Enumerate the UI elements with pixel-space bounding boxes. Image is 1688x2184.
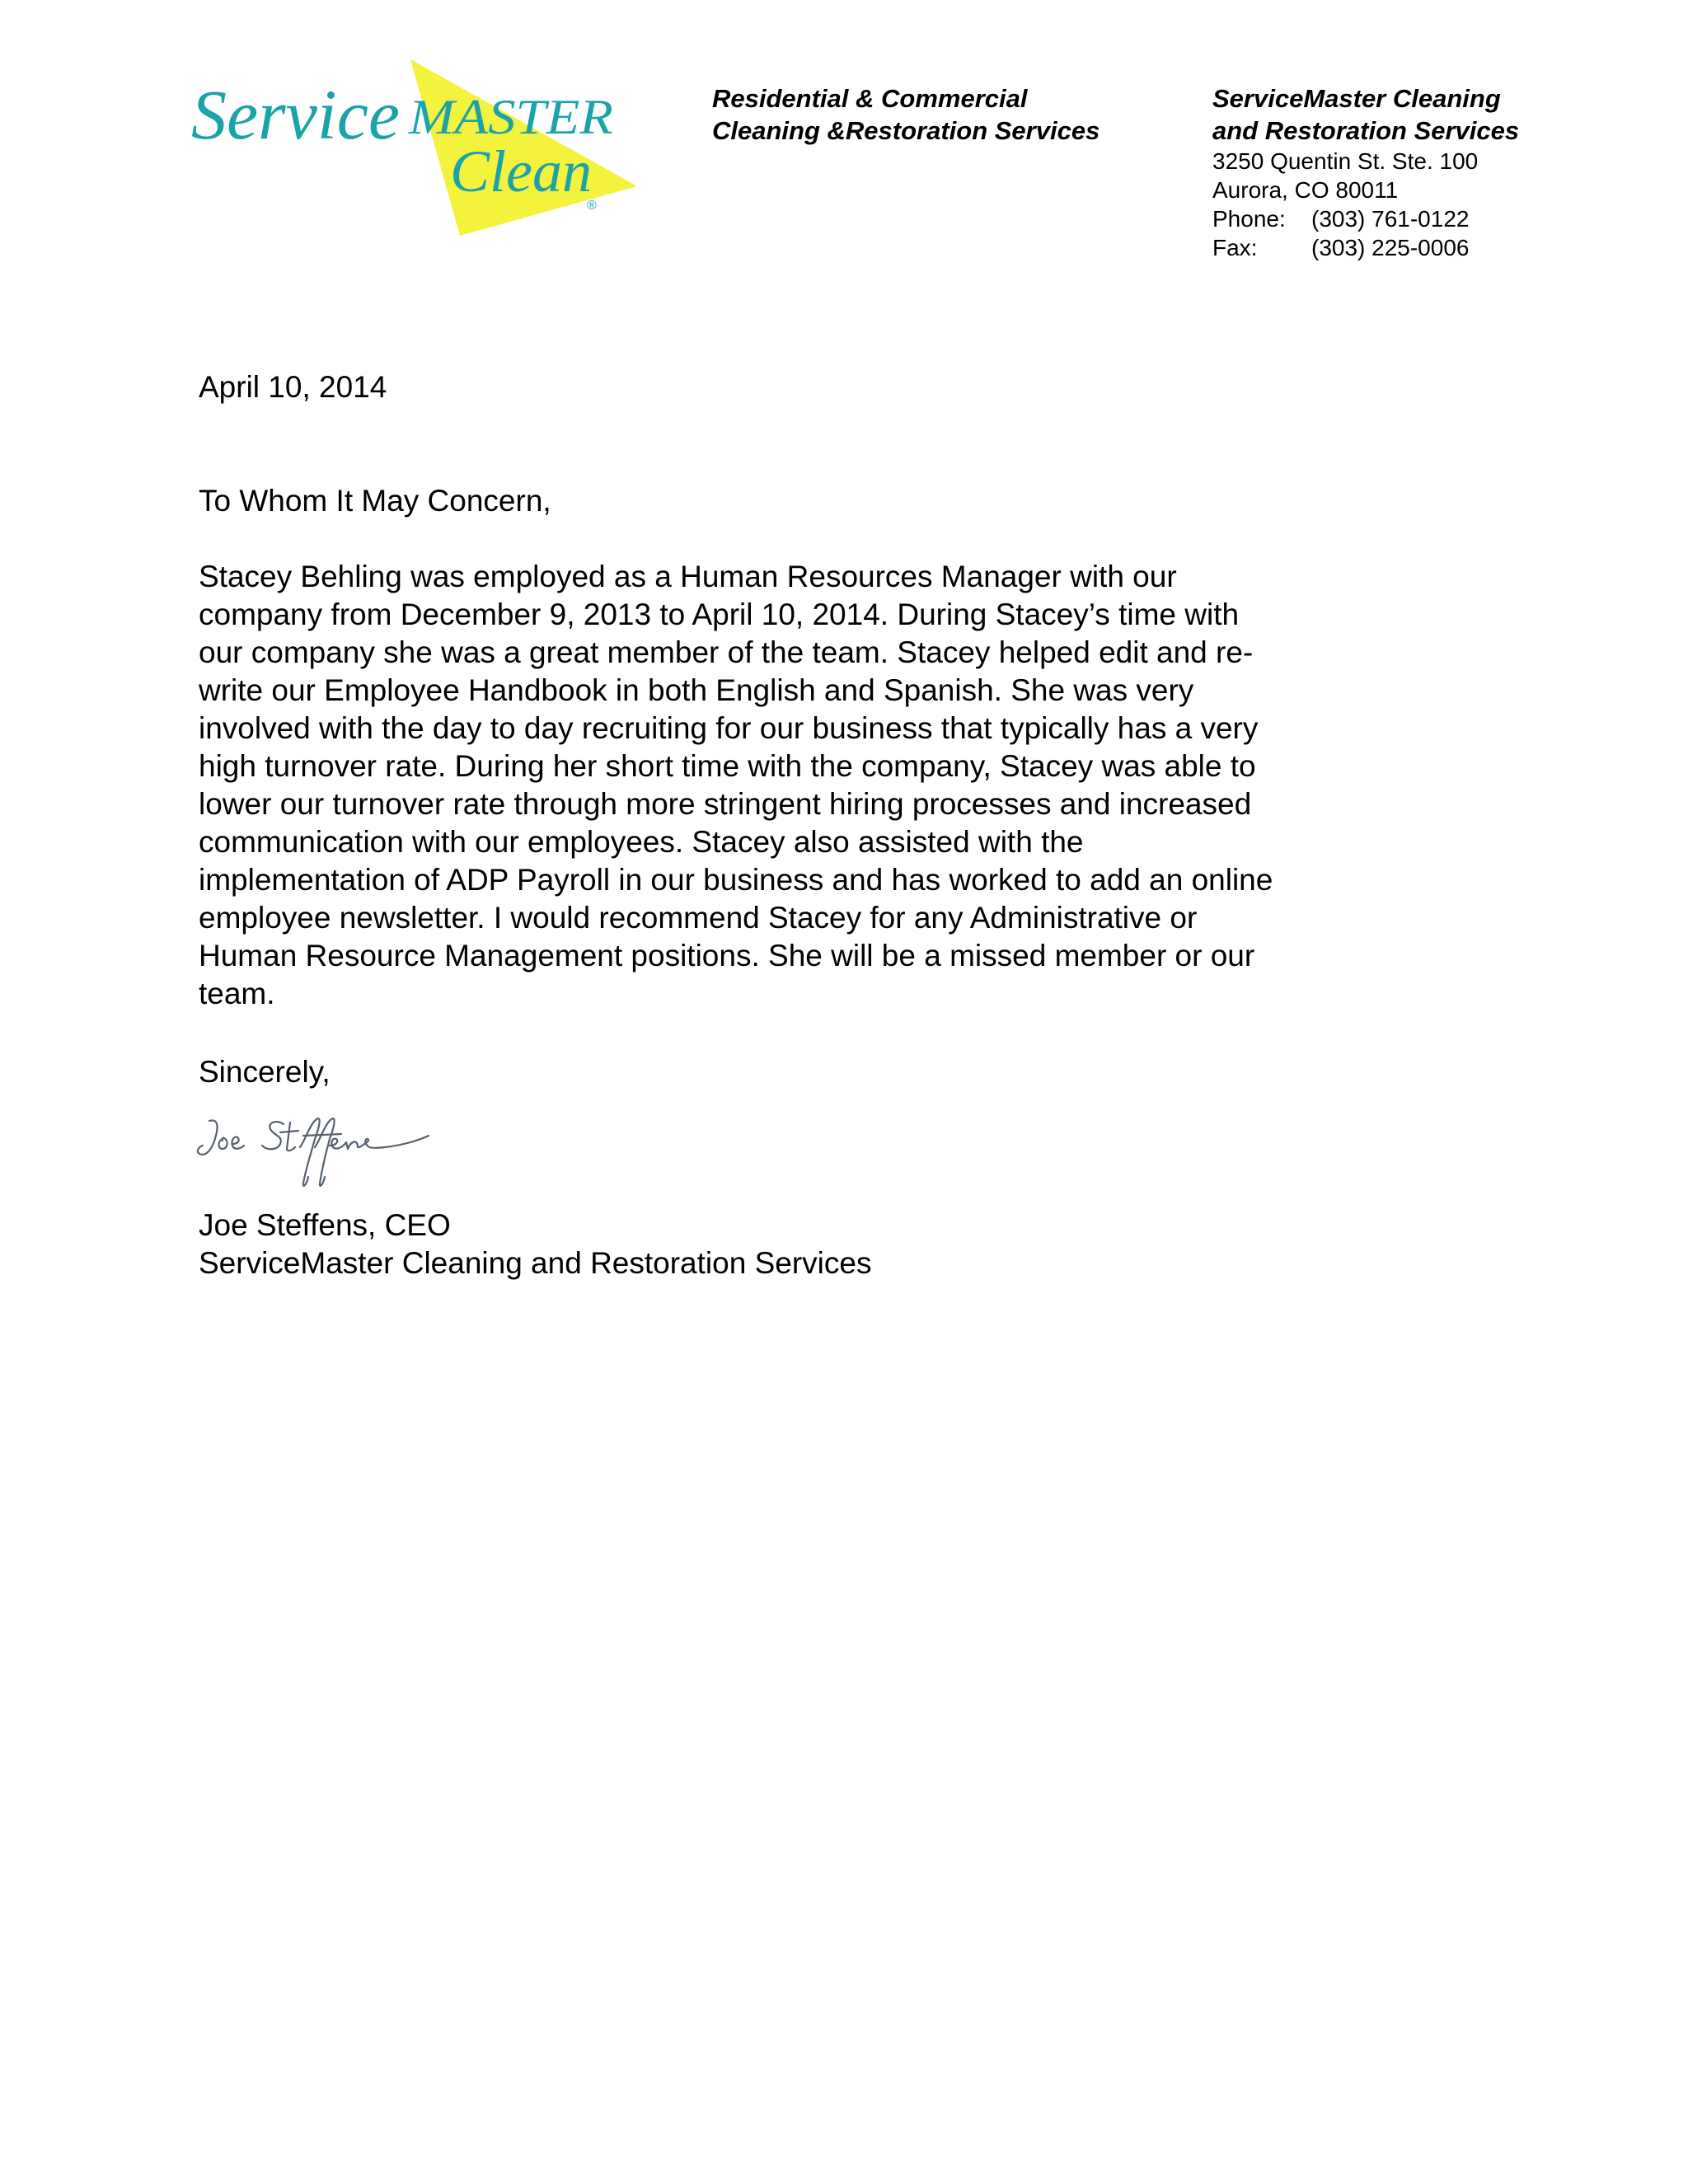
body-line: involved with the day to day recruiting for our business that typically has a very: [199, 711, 1259, 745]
body-line: team.: [199, 977, 275, 1010]
signer-company: ServiceMaster Cleaning and Restoration Services: [199, 1246, 872, 1280]
body-line: Human Resource Management positions. She will be a missed member or our: [199, 939, 1255, 972]
letter-salutation: To Whom It May Concern,: [199, 484, 551, 518]
body-line: our company she was a great member of the team. Stacey helped edit and re-: [199, 635, 1254, 669]
logo-registered-mark: ®: [587, 199, 597, 213]
fax-row: [1212, 233, 1519, 262]
phone-number: (303) 761-0122: [1311, 206, 1470, 232]
tagline-line-2: Cleaning &Restoration Services: [712, 116, 1100, 145]
company-name-line-2: and Restoration Services: [1212, 116, 1520, 145]
fax-label: Fax:: [1212, 235, 1258, 260]
logo-service-text: Service: [191, 75, 401, 154]
logo-master-text: MASTER: [407, 90, 613, 144]
letter-body: [199, 558, 1418, 1013]
company-tagline: [712, 82, 1100, 147]
body-line: implementation of ADP Payroll in our business and has worked to add an online: [199, 863, 1273, 897]
address-city: Aurora, CO 80011: [1212, 177, 1399, 203]
body-line: employee newsletter. I would recommend Stacey for any Administrative or: [199, 901, 1198, 935]
company-name-line-1: ServiceMaster Cleaning: [1212, 84, 1501, 113]
handwritten-signature: [195, 1111, 434, 1193]
logo-clean-text: Clean: [450, 138, 592, 204]
letter-date: April 10, 2014: [199, 370, 387, 404]
fax-number: (303) 225-0006: [1311, 235, 1470, 260]
body-line: write our Employee Handbook in both English and Spanish. She was very: [199, 673, 1194, 707]
signer-name: Joe Steffens, CEO: [199, 1208, 451, 1242]
body-line: high turnover rate. During her short time with the company, Stacey was able to: [199, 749, 1256, 783]
company-address-block: [1212, 82, 1519, 262]
letter-closing: Sincerely,: [199, 1055, 331, 1089]
body-line: lower our turnover rate through more stringent hiring processes and increased: [199, 787, 1252, 821]
address-street: 3250 Quentin St. Ste. 100: [1212, 148, 1479, 174]
phone-label: Phone:: [1212, 206, 1286, 232]
company-logo: [188, 54, 649, 244]
body-line: company from December 9, 2013 to April 10, 2014. During Stacey’s time with: [199, 598, 1240, 631]
body-line: Stacey Behling was employed as a Human Resources Manager with our: [199, 560, 1177, 593]
phone-row: [1212, 204, 1519, 233]
body-line: communication with our employees. Stacey also assisted with the: [199, 825, 1084, 859]
tagline-line-1: Residential & Commercial: [712, 84, 1028, 113]
